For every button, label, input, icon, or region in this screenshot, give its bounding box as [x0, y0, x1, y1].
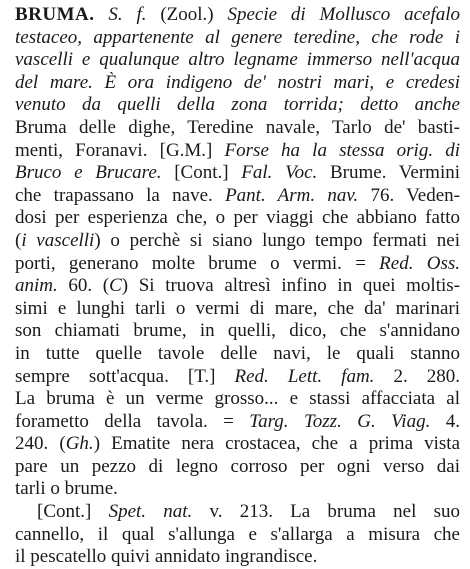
- entry-line: [15, 501, 460, 524]
- entry-text: ) o perchè si siano lungo tempo fermati nei: [94, 229, 460, 251]
- entry-text: 76. Veden-: [358, 184, 460, 206]
- entry-text: pare un pezzo di legno corroso per ogni verso dai: [15, 455, 460, 477]
- entry-line: [15, 117, 460, 140]
- entry-line: [15, 320, 460, 343]
- entry-line: [15, 388, 460, 411]
- entry-text-italic: del mare. È ora indigeno de' nostri mari, e credesi: [15, 71, 460, 93]
- entry-text: che trapassano la nave.: [15, 184, 226, 206]
- entry-line: [15, 546, 460, 569]
- entry-text-italic: Gh.: [65, 433, 94, 455]
- entry-line: [15, 524, 460, 547]
- entry-line: [15, 366, 460, 389]
- entry-text: il pescatello quivi annidato ingrandisce.: [15, 546, 318, 568]
- entry-text-italic: C: [109, 275, 122, 297]
- entry-text-italic: anim.: [15, 275, 58, 297]
- entry-line: [15, 230, 460, 253]
- entry-text: [Cont.]: [161, 162, 242, 184]
- entry-text: 60. (: [57, 275, 110, 297]
- entry-line: [15, 343, 460, 366]
- entry-text-italic: i vascelli: [21, 229, 95, 251]
- entry-line: [15, 433, 460, 456]
- entry-text-italic: Spet. nat.: [108, 501, 193, 523]
- entry-text-italic: venuto da quelli della zona torrida; detto anche: [15, 94, 460, 116]
- entry-text-italic: S. f.: [108, 4, 147, 25]
- entry-text-italic: vascelli e qualunque altro legname immerso nell'acqua: [15, 49, 460, 71]
- entry-line: [15, 456, 460, 479]
- dictionary-entry-bruma: [15, 4, 460, 569]
- entry-line: [15, 4, 460, 27]
- entry-text-italic: Red. Lett. fam.: [234, 365, 375, 387]
- entry-text-italic: Bruco e Brucare.: [15, 162, 162, 184]
- entry-line: [15, 27, 460, 50]
- entry-text: forametto della tavola. =: [15, 410, 250, 432]
- entry-text: son chiamati brume, in quelli, dico, che s'annidano: [15, 320, 460, 342]
- entry-line: [15, 94, 460, 117]
- entry-line: [15, 72, 460, 95]
- entry-text-italic: Forse ha la stessa orig. di: [224, 139, 460, 161]
- entry-line: [15, 207, 460, 230]
- entry-line: [15, 49, 460, 72]
- entry-text: dosi per esperienza che, o per viaggi che abbiano fatto: [15, 207, 460, 229]
- entry-text-italic: Pant. Arm. nav.: [225, 184, 359, 206]
- entry-text: porti, generano molte brume o vermi. =: [15, 252, 380, 274]
- entry-text: Brume. Vermini: [317, 162, 460, 184]
- entry-line: [15, 185, 460, 208]
- entry-text-italic: Red. Oss.: [379, 252, 460, 274]
- entry-text: menti, Foranavi. [G.M.]: [15, 139, 225, 161]
- entry-line: [15, 140, 460, 163]
- entry-text: in tutte quelle tavole delle navi, le quali stanno: [15, 342, 460, 364]
- entry-text-italic: Specie di Mollusco acefalo: [227, 4, 460, 25]
- entry-text: ) Si truova altresì infino in quei moltis-: [121, 275, 460, 297]
- entry-text-italic: testaceo, appartenente al genere teredine, che rode i: [15, 26, 460, 48]
- entry-text: sempre sott'acqua. [T.]: [15, 365, 235, 387]
- entry-text: Bruma delle dighe, Teredine navale, Tarlo de' basti-: [15, 116, 460, 138]
- entry-text: [Cont.]: [37, 501, 109, 523]
- entry-text: 2. 280.: [374, 365, 460, 387]
- entry-line: [15, 298, 460, 321]
- entry-text: 240. (: [15, 433, 66, 455]
- entry-line: [15, 253, 460, 276]
- entry-text: v. 213. La bruma nel suo: [192, 501, 460, 523]
- entry-line: [15, 162, 460, 185]
- entry-text-italic: Targ. Tozz. G. Viag.: [249, 410, 431, 432]
- entry-text: (: [15, 229, 22, 251]
- entry-line: [15, 478, 460, 501]
- entry-text: (Zool.): [146, 4, 228, 25]
- entry-line: [15, 411, 460, 434]
- entry-text: ) Ematite nera crostacea, che a prima vista: [93, 433, 460, 455]
- entry-text: simi e lunghi tarli o vermi di mare, che da' marinari: [15, 297, 460, 319]
- entry-text: 4.: [430, 410, 460, 432]
- entry-line: [15, 275, 460, 298]
- entry-text: La bruma è un verme grosso... e stassi affacciata al: [15, 388, 460, 410]
- entry-text: cannello, il qual s'allunga e s'allarga a misura che: [15, 523, 460, 545]
- entry-text: tarli o brume.: [15, 478, 118, 500]
- entry-headword: BRUMA.: [15, 4, 95, 25]
- entry-text-italic: Fal. Voc.: [241, 162, 318, 184]
